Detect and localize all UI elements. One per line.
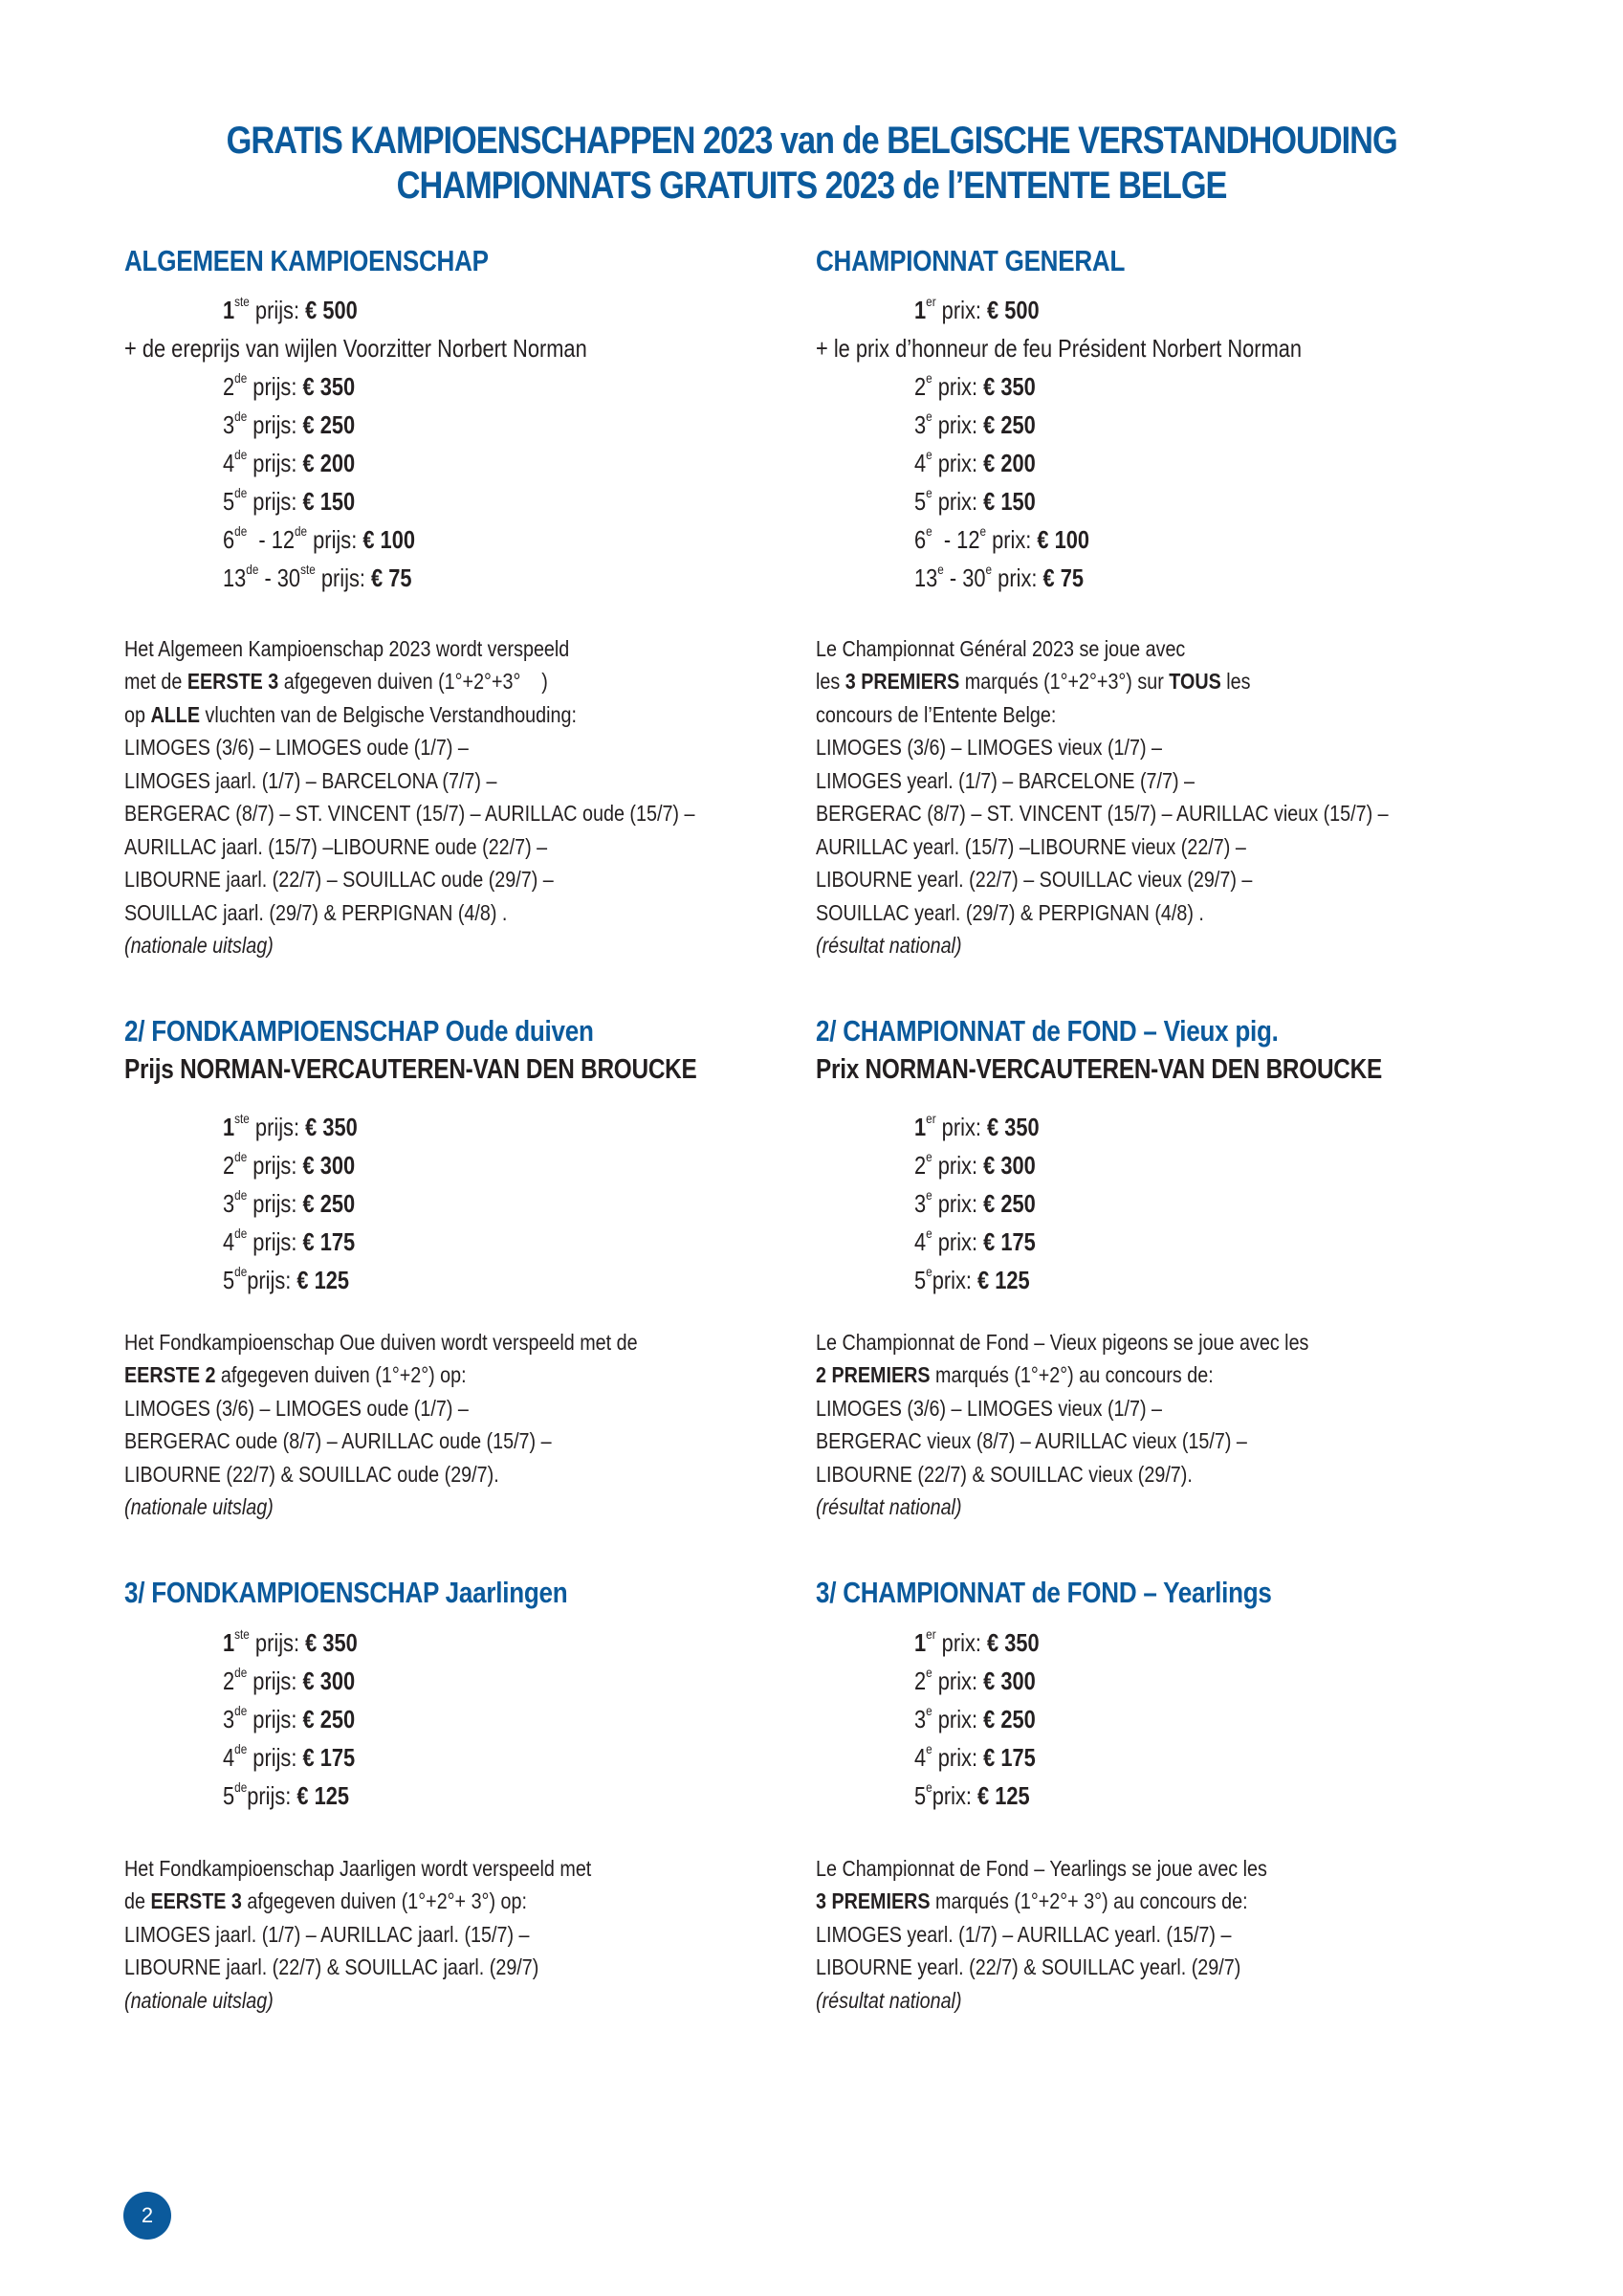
section-subheading: Prix NORMAN-VERCAUTEREN-VAN DEN BROUCKE xyxy=(816,1054,1382,1085)
race-list-line: AURILLAC yearl. (15/7) –LIBOURNE vieux (22/7) – xyxy=(816,834,1246,859)
section-heading: CHAMPIONNAT GENERAL xyxy=(816,244,1126,277)
prize-line: 1ste prijs: € 350 xyxy=(223,1626,358,1657)
prize-line: 2de prijs: € 300 xyxy=(223,1665,356,1695)
prize-line: 1er prix: € 350 xyxy=(914,1626,1040,1657)
section-subheading: Prijs NORMAN-VERCAUTEREN-VAN DEN BROUCKE xyxy=(124,1054,697,1085)
rules-text: met de EERSTE 3 afgegeven duiven (1°+2°+3° ) xyxy=(124,669,548,694)
race-list-line: LIMOGES (3/6) – LIMOGES vieux (1/7) – xyxy=(816,1396,1163,1421)
race-list-line: LIMOGES yearl. (1/7) – AURILLAC yearl. (15/7) – xyxy=(816,1922,1232,1947)
page-title-fr: CHAMPIONNATS GRATUITS 2023 de l’ENTENTE BELGE xyxy=(396,165,1227,207)
honor-prize-line: + le prix d’honneur de feu Président Norbert Norman xyxy=(816,334,1303,363)
prize-line: 4e prix: € 175 xyxy=(914,1741,1036,1772)
prize-range-line: 6e - 12e prix: € 100 xyxy=(914,523,1090,554)
race-list-line: SOUILLAC jaarl. (29/7) & PERPIGNAN (4/8) . xyxy=(124,900,508,925)
prize-line: 3e prix: € 250 xyxy=(914,408,1036,439)
section-heading: 3/ FONDKAMPIOENSCHAP Jaarlingen xyxy=(124,1576,568,1609)
race-list-line: LIBOURNE jaarl. (22/7) – SOUILLAC oude (29/7) – xyxy=(124,867,554,892)
race-list-line: LIBOURNE jaarl. (22/7) & SOUILLAC jaarl. (29/7) xyxy=(124,1954,539,1979)
prize-line: 3e prix: € 250 xyxy=(914,1703,1036,1733)
result-note: (nationale uitslag) xyxy=(124,1988,274,2013)
prize-line: 1er prix: € 500 xyxy=(914,294,1040,324)
race-list-line: BERGERAC vieux (8/7) – AURILLAC vieux (15/7) – xyxy=(816,1428,1247,1453)
result-note: (nationale uitslag) xyxy=(124,1494,274,1519)
section-heading: 2/ CHAMPIONNAT de FOND – Vieux pig. xyxy=(816,1014,1279,1048)
result-note: (nationale uitslag) xyxy=(124,933,274,958)
rules-text: Le Championnat Général 2023 se joue avec xyxy=(816,636,1186,661)
prize-line: 4e prix: € 175 xyxy=(914,1225,1036,1256)
rules-text: concours de l’Entente Belge: xyxy=(816,702,1057,727)
rules-text: Het Algemeen Kampioenschap 2023 wordt verspeeld xyxy=(124,636,570,661)
rules-text: EERSTE 2 afgegeven duiven (1°+2°) op: xyxy=(124,1362,467,1387)
prize-line: 2e prix: € 300 xyxy=(914,1665,1036,1695)
race-list-line: LIBOURNE yearl. (22/7) – SOUILLAC vieux (29/7) – xyxy=(816,867,1253,892)
prize-line: 4de prijs: € 200 xyxy=(223,447,356,477)
section-heading: ALGEMEEN KAMPIOENSCHAP xyxy=(124,244,489,277)
race-list-line: LIMOGES jaarl. (1/7) – AURILLAC jaarl. (15/7) – xyxy=(124,1922,530,1947)
prize-line: 5deprijs: € 125 xyxy=(223,1779,350,1810)
prize-line: 5e prix: € 150 xyxy=(914,485,1036,516)
rules-text: Het Fondkampioenschap Oue duiven wordt verspeeld met de xyxy=(124,1330,638,1355)
prize-line: 4e prix: € 200 xyxy=(914,447,1036,477)
rules-text: Le Championnat de Fond – Vieux pigeons se joue avec les xyxy=(816,1330,1309,1355)
race-list-line: LIMOGES yearl. (1/7) – BARCELONE (7/7) – xyxy=(816,768,1195,793)
race-list-line: BERGERAC (8/7) – ST. VINCENT (15/7) – AURILLAC vieux (15/7) – xyxy=(816,801,1389,826)
section-heading: 2/ FONDKAMPIOENSCHAP Oude duiven xyxy=(124,1014,594,1048)
race-list-line: LIBOURNE (22/7) & SOUILLAC oude (29/7). xyxy=(124,1462,499,1487)
race-list-line: LIMOGES (3/6) – LIMOGES oude (1/7) – xyxy=(124,735,469,760)
rules-text: de EERSTE 3 afgegeven duiven (1°+2°+ 3°) op: xyxy=(124,1888,527,1913)
prize-line: 2de prijs: € 300 xyxy=(223,1149,356,1180)
result-note: (résultat national) xyxy=(816,1494,962,1519)
prize-line: 4de prijs: € 175 xyxy=(223,1225,356,1256)
race-list-line: AURILLAC jaarl. (15/7) –LIBOURNE oude (22/7) – xyxy=(124,834,548,859)
prize-line: 5deprijs: € 125 xyxy=(223,1264,350,1294)
prize-line: 2de prijs: € 350 xyxy=(223,370,356,401)
race-list-line: BERGERAC (8/7) – ST. VINCENT (15/7) – AURILLAC oude (15/7) – xyxy=(124,801,695,826)
rules-text: Le Championnat de Fond – Yearlings se joue avec les xyxy=(816,1856,1267,1881)
race-list-line: LIBOURNE yearl. (22/7) & SOUILLAC yearl. (29/7) xyxy=(816,1954,1241,1979)
prize-range-line: 6de - 12de prijs: € 100 xyxy=(223,523,416,554)
prize-line: 1ste prijs: € 350 xyxy=(223,1111,358,1141)
prize-range-line: 13e - 30e prix: € 75 xyxy=(914,562,1085,592)
rules-text: Het Fondkampioenschap Jaarligen wordt verspeeld met xyxy=(124,1856,592,1881)
page-title-nl: GRATIS KAMPIOENSCHAPPEN 2023 van de BELGISCHE VERSTANDHOUDING xyxy=(226,120,1397,162)
prize-line: 3de prijs: € 250 xyxy=(223,1187,356,1218)
prize-line: 5de prijs: € 150 xyxy=(223,485,356,516)
rules-text: 3 PREMIERS marqués (1°+2°+ 3°) au concours de: xyxy=(816,1888,1248,1913)
result-note: (résultat national) xyxy=(816,1988,962,2013)
prize-line: 5eprix: € 125 xyxy=(914,1779,1030,1810)
rules-text: 2 PREMIERS marqués (1°+2°) au concours de: xyxy=(816,1362,1214,1387)
prize-line: 3de prijs: € 250 xyxy=(223,1703,356,1733)
race-list-line: LIMOGES (3/6) – LIMOGES vieux (1/7) – xyxy=(816,735,1163,760)
prize-line: 3de prijs: € 250 xyxy=(223,408,356,439)
race-list-line: BERGERAC oude (8/7) – AURILLAC oude (15/7) – xyxy=(124,1428,552,1453)
prize-line: 5eprix: € 125 xyxy=(914,1264,1030,1294)
race-list-line: SOUILLAC yearl. (29/7) & PERPIGNAN (4/8) . xyxy=(816,900,1204,925)
honor-prize-line: + de ereprijs van wijlen Voorzitter Norbert Norman xyxy=(124,334,587,363)
section-heading: 3/ CHAMPIONNAT de FOND – Yearlings xyxy=(816,1576,1272,1609)
prize-line: 2e prix: € 300 xyxy=(914,1149,1036,1180)
race-list-line: LIMOGES (3/6) – LIMOGES oude (1/7) – xyxy=(124,1396,469,1421)
race-list-line: LIBOURNE (22/7) & SOUILLAC vieux (29/7). xyxy=(816,1462,1193,1487)
result-note: (résultat national) xyxy=(816,933,962,958)
prize-line: 1ste prijs: € 500 xyxy=(223,294,358,324)
race-list-line: LIMOGES jaarl. (1/7) – BARCELONA (7/7) – xyxy=(124,768,497,793)
page-number-badge: 2 xyxy=(123,2192,171,2240)
rules-text: op ALLE vluchten van de Belgische Verstandhouding: xyxy=(124,702,577,727)
rules-text: les 3 PREMIERS marqués (1°+2°+3°) sur TOUS les xyxy=(816,669,1251,694)
prize-line: 4de prijs: € 175 xyxy=(223,1741,356,1772)
prize-line: 3e prix: € 250 xyxy=(914,1187,1036,1218)
prize-line: 2e prix: € 350 xyxy=(914,370,1036,401)
prize-line: 1er prix: € 350 xyxy=(914,1111,1040,1141)
prize-range-line: 13de - 30ste prijs: € 75 xyxy=(223,562,412,592)
